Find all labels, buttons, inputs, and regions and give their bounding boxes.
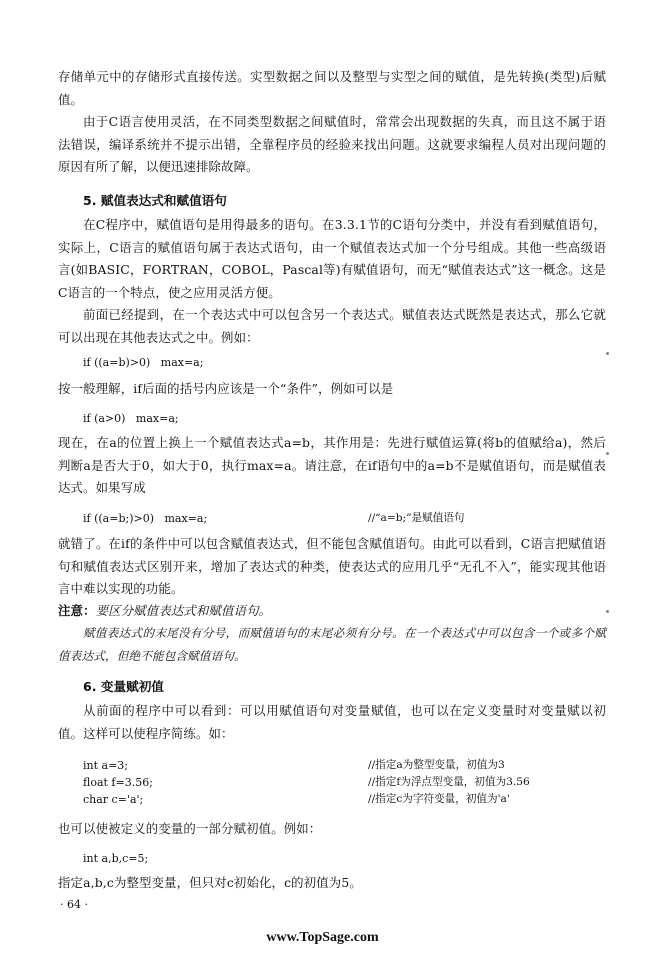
paragraph-condition: 按一般理解，if后面的括号内应该是一个“条件”，例如可以是 xyxy=(58,381,394,396)
comment-line-int: //指定a为整型变量，初值为3 xyxy=(368,759,505,771)
note-body: 赋值表达式的末尾没有分号，而赋值语句的末尾必须有分号。在一个表达式中可以包含一个或多个赋值表达式，但绝不能包含赋值语句。 xyxy=(58,626,606,663)
paragraph-assignment-statement: 在C程序中，赋值语句是用得最多的语句。在3.3.1节的C语句分类中，并没有看到赋值语句，实际上，C语言的赋值语句属于表达式语句，由一个赋值表达式加一个分号组成。其他一些高级语言(如BASIC，FORTRAN，COBOL，Pascal等)有赋值语句，而无“赋值表达式”这一概念。这是C语言的一个特点，使之应用灵活方便。 xyxy=(58,217,606,300)
footer-watermark: www.TopSage.com xyxy=(266,930,379,945)
code-comment-3: //“a=b;”是赋值语句 xyxy=(368,512,465,524)
note-text: 要区分赋值表达式和赋值语句。 xyxy=(95,603,272,618)
paragraph-error-explanation: 就错了。在if的条件中可以包含赋值表达式，但不能包含赋值语句。由此可以看到，C语言把赋值语句和赋值表达式区别开来，增加了表达式的种类，使表达式的应用几乎“无孔不入”，能实现其他语言中难以实现的功能。 xyxy=(58,536,606,596)
code-example-3: if ((a=b;)>0) max=a; xyxy=(83,512,208,525)
paragraph-replace-expression: 现在，在a的位置上换上一个赋值表达式a=b，其作用是：先进行赋值运算(将b的值赋给a)，然后判断a是否大于0，如大于0，执行max=a。请注意，在if语句中的a=b不是赋值语句，而是赋值表达式。如果写成 xyxy=(58,435,606,495)
margin-dot xyxy=(606,452,609,455)
page-number: · 64 · xyxy=(60,898,88,911)
paragraph-partial-init: 也可以使被定义的变量的一部分赋初值。例如： xyxy=(58,821,322,836)
code-example-2: if (a>0) max=a; xyxy=(83,412,179,425)
paragraph-data-distortion: 由于C语言使用灵活，在不同类型数据之间赋值时，常常会出现数据的失真，而且这不属于语法错误，编译系统并不提示出错，全靠程序员的经验来找出问题。这就要求编程人员对出现问题的原因有所了解，以便迅速排除故障。 xyxy=(58,114,606,174)
paragraph-continuation: 存储单元中的存储形式直接传送。实型数据之间以及整型与实型之间的赋值，是先转换(类型)后赋值。 xyxy=(58,69,606,107)
note-line xyxy=(58,600,606,623)
comment-line-float: //指定f为浮点型变量，初值为3.56 xyxy=(368,776,530,788)
code-example-5: int a,b,c=5; xyxy=(83,852,149,865)
margin-dot xyxy=(606,352,609,355)
code-example-1: if ((a=b)>0) max=a; xyxy=(83,356,204,369)
comment-line-char: //指定c为字符变量，初值为'a' xyxy=(368,793,510,805)
paragraph-initialization: 从前面的程序中可以看到：可以用赋值语句对变量赋值，也可以在定义变量时对变量赋以初值。这样可以使程序简练。如： xyxy=(58,703,606,741)
note-title: 注意： xyxy=(58,603,96,618)
code-line-char: char c='a'; xyxy=(83,793,144,806)
code-line-float: float f=3.56; xyxy=(83,776,153,789)
margin-dot xyxy=(606,610,609,613)
paragraph-nested-expression: 前面已经提到，在一个表达式中可以包含另一个表达式。赋值表达式既然是表达式，那么它就可以出现在其他表达式之中。例如： xyxy=(58,307,606,345)
code-line-int: int a=3; xyxy=(83,759,128,772)
section-heading-6: 6. 变量赋初值 xyxy=(83,679,164,694)
paragraph-final: 指定a,b,c为整型变量，但只对c初始化，c的初值为5。 xyxy=(58,875,362,890)
section-heading-5: 5. 赋值表达式和赋值语句 xyxy=(83,193,227,208)
